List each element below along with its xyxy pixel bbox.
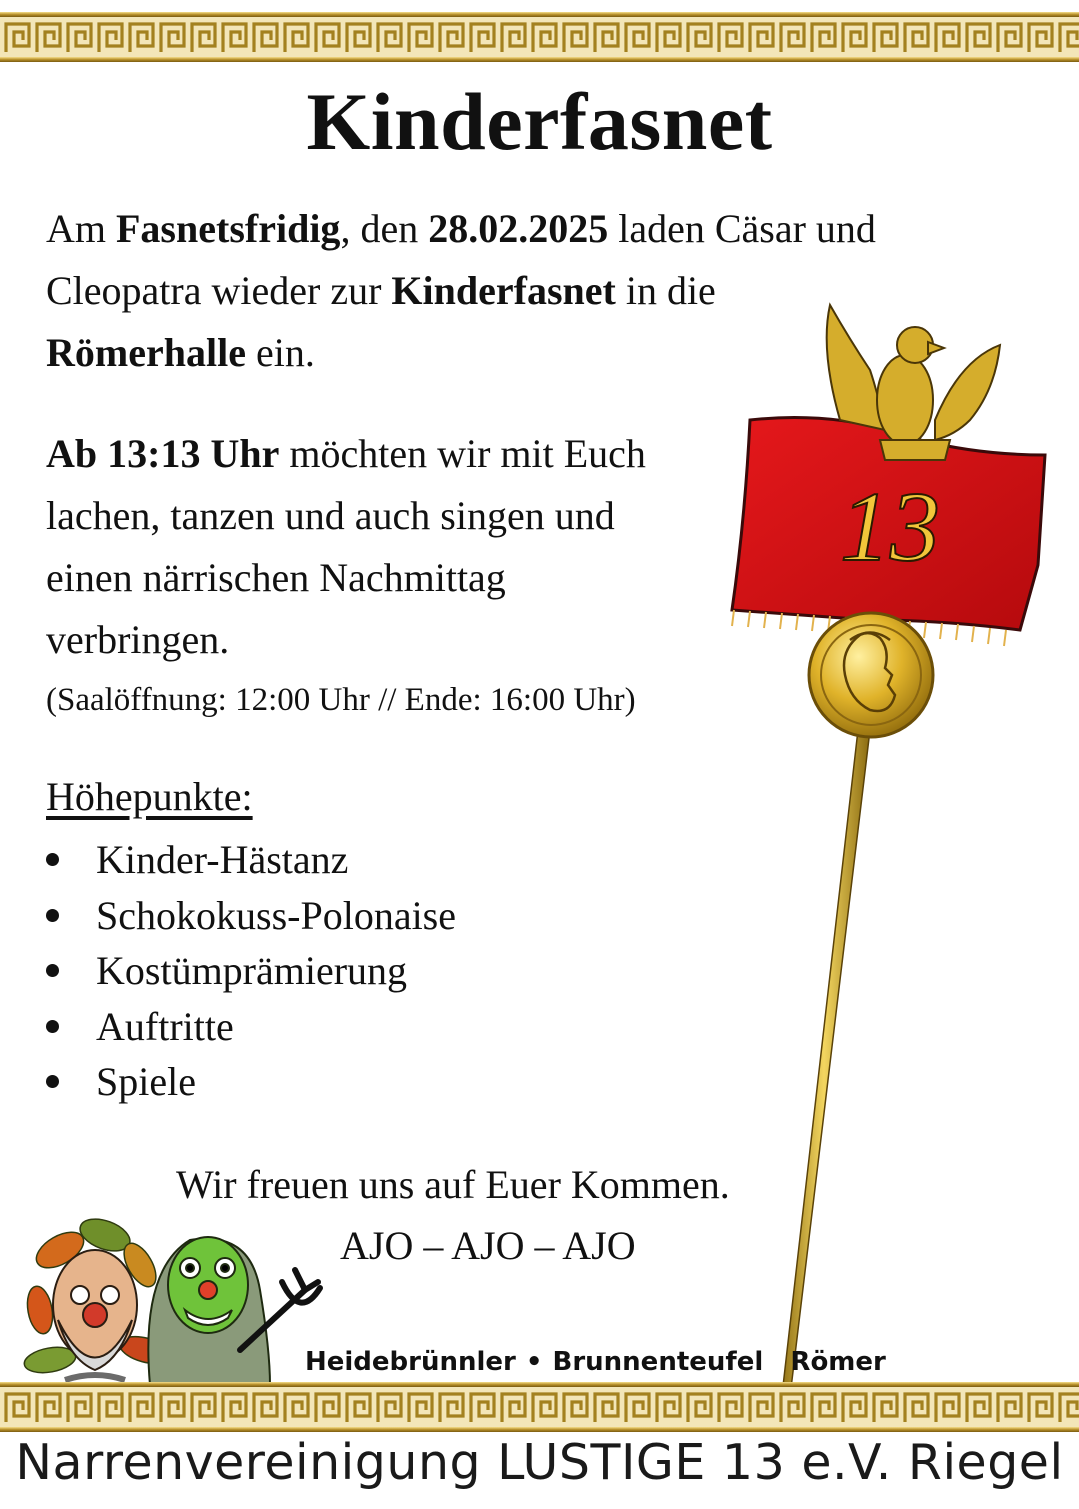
- opening-hours: (Saalöffnung: 12:00 Uhr // Ende: 16:00 Uhr): [46, 682, 636, 718]
- intro-text: laden Cäsar und: [608, 206, 876, 251]
- start-time: Ab 13:13 Uhr: [46, 431, 280, 476]
- time-text: lachen, tanzen und auch singen und: [46, 493, 615, 538]
- bottom-greek-key-border: [0, 1382, 1079, 1432]
- flag-number: 13: [840, 471, 940, 582]
- closing-cheer: AJO – AJO – AJO: [340, 1223, 636, 1268]
- club-name: Heidebrünnler: [305, 1347, 516, 1377]
- intro-text: ein.: [245, 330, 315, 375]
- bullet-icon: [46, 909, 59, 922]
- list-item: [46, 1054, 456, 1110]
- bullet-icon: [46, 1075, 59, 1088]
- list-item: [46, 888, 456, 944]
- intro-text: Am: [46, 206, 116, 251]
- carnival-masks-illustration: [20, 1210, 340, 1390]
- list-item: [46, 999, 456, 1055]
- club-name: Brunnenteufel: [552, 1347, 764, 1377]
- list-item-label: Spiele: [96, 1059, 196, 1104]
- event-name: Kinderfasnet: [391, 268, 616, 313]
- list-item-label: Kostümprämierung: [96, 948, 408, 993]
- highlights-list: [46, 832, 456, 1110]
- club-name: Römer: [790, 1347, 886, 1377]
- top-greek-key-border: [0, 12, 1079, 62]
- list-item: [46, 943, 456, 999]
- time-text: verbringen.: [46, 617, 230, 662]
- list-item-label: Kinder-Hästanz: [96, 837, 349, 882]
- time-paragraph: [46, 423, 746, 671]
- bullet-icon: [46, 964, 59, 977]
- event-date: 28.02.2025: [428, 206, 609, 251]
- time-text: einen närrischen Nachmittag: [46, 555, 506, 600]
- pole-shape: [778, 730, 870, 1430]
- separator: •: [525, 1347, 543, 1377]
- bullet-icon: [46, 853, 59, 866]
- bullet-icon: [46, 1020, 59, 1033]
- intro-text: , den: [340, 206, 429, 251]
- list-item: [46, 832, 456, 888]
- intro-text: in die: [615, 268, 716, 313]
- list-item-label: Schokokuss-Polonaise: [96, 892, 456, 938]
- intro-text: Cleopatra wieder zur: [46, 268, 392, 313]
- brunnenteufel-mask-icon: [148, 1237, 270, 1385]
- organization-name: Narrenvereinigung LUSTIGE 13 e.V. Riegel: [15, 1434, 1064, 1491]
- page-title: Kinderfasnet: [306, 76, 773, 167]
- closing-line: Wir freuen uns auf Euer Kommen.: [176, 1162, 730, 1207]
- event-venue: Römerhalle: [46, 330, 246, 375]
- clubs-line: [305, 1344, 886, 1380]
- event-day: Fasnetsfridig: [116, 206, 341, 251]
- highlights-heading: Höhepunkte:: [46, 774, 253, 819]
- list-item-label: Auftritte: [96, 1003, 234, 1049]
- time-text: möchten wir mit Euch: [279, 431, 646, 476]
- roman-standard-illustration: [720, 290, 1050, 1430]
